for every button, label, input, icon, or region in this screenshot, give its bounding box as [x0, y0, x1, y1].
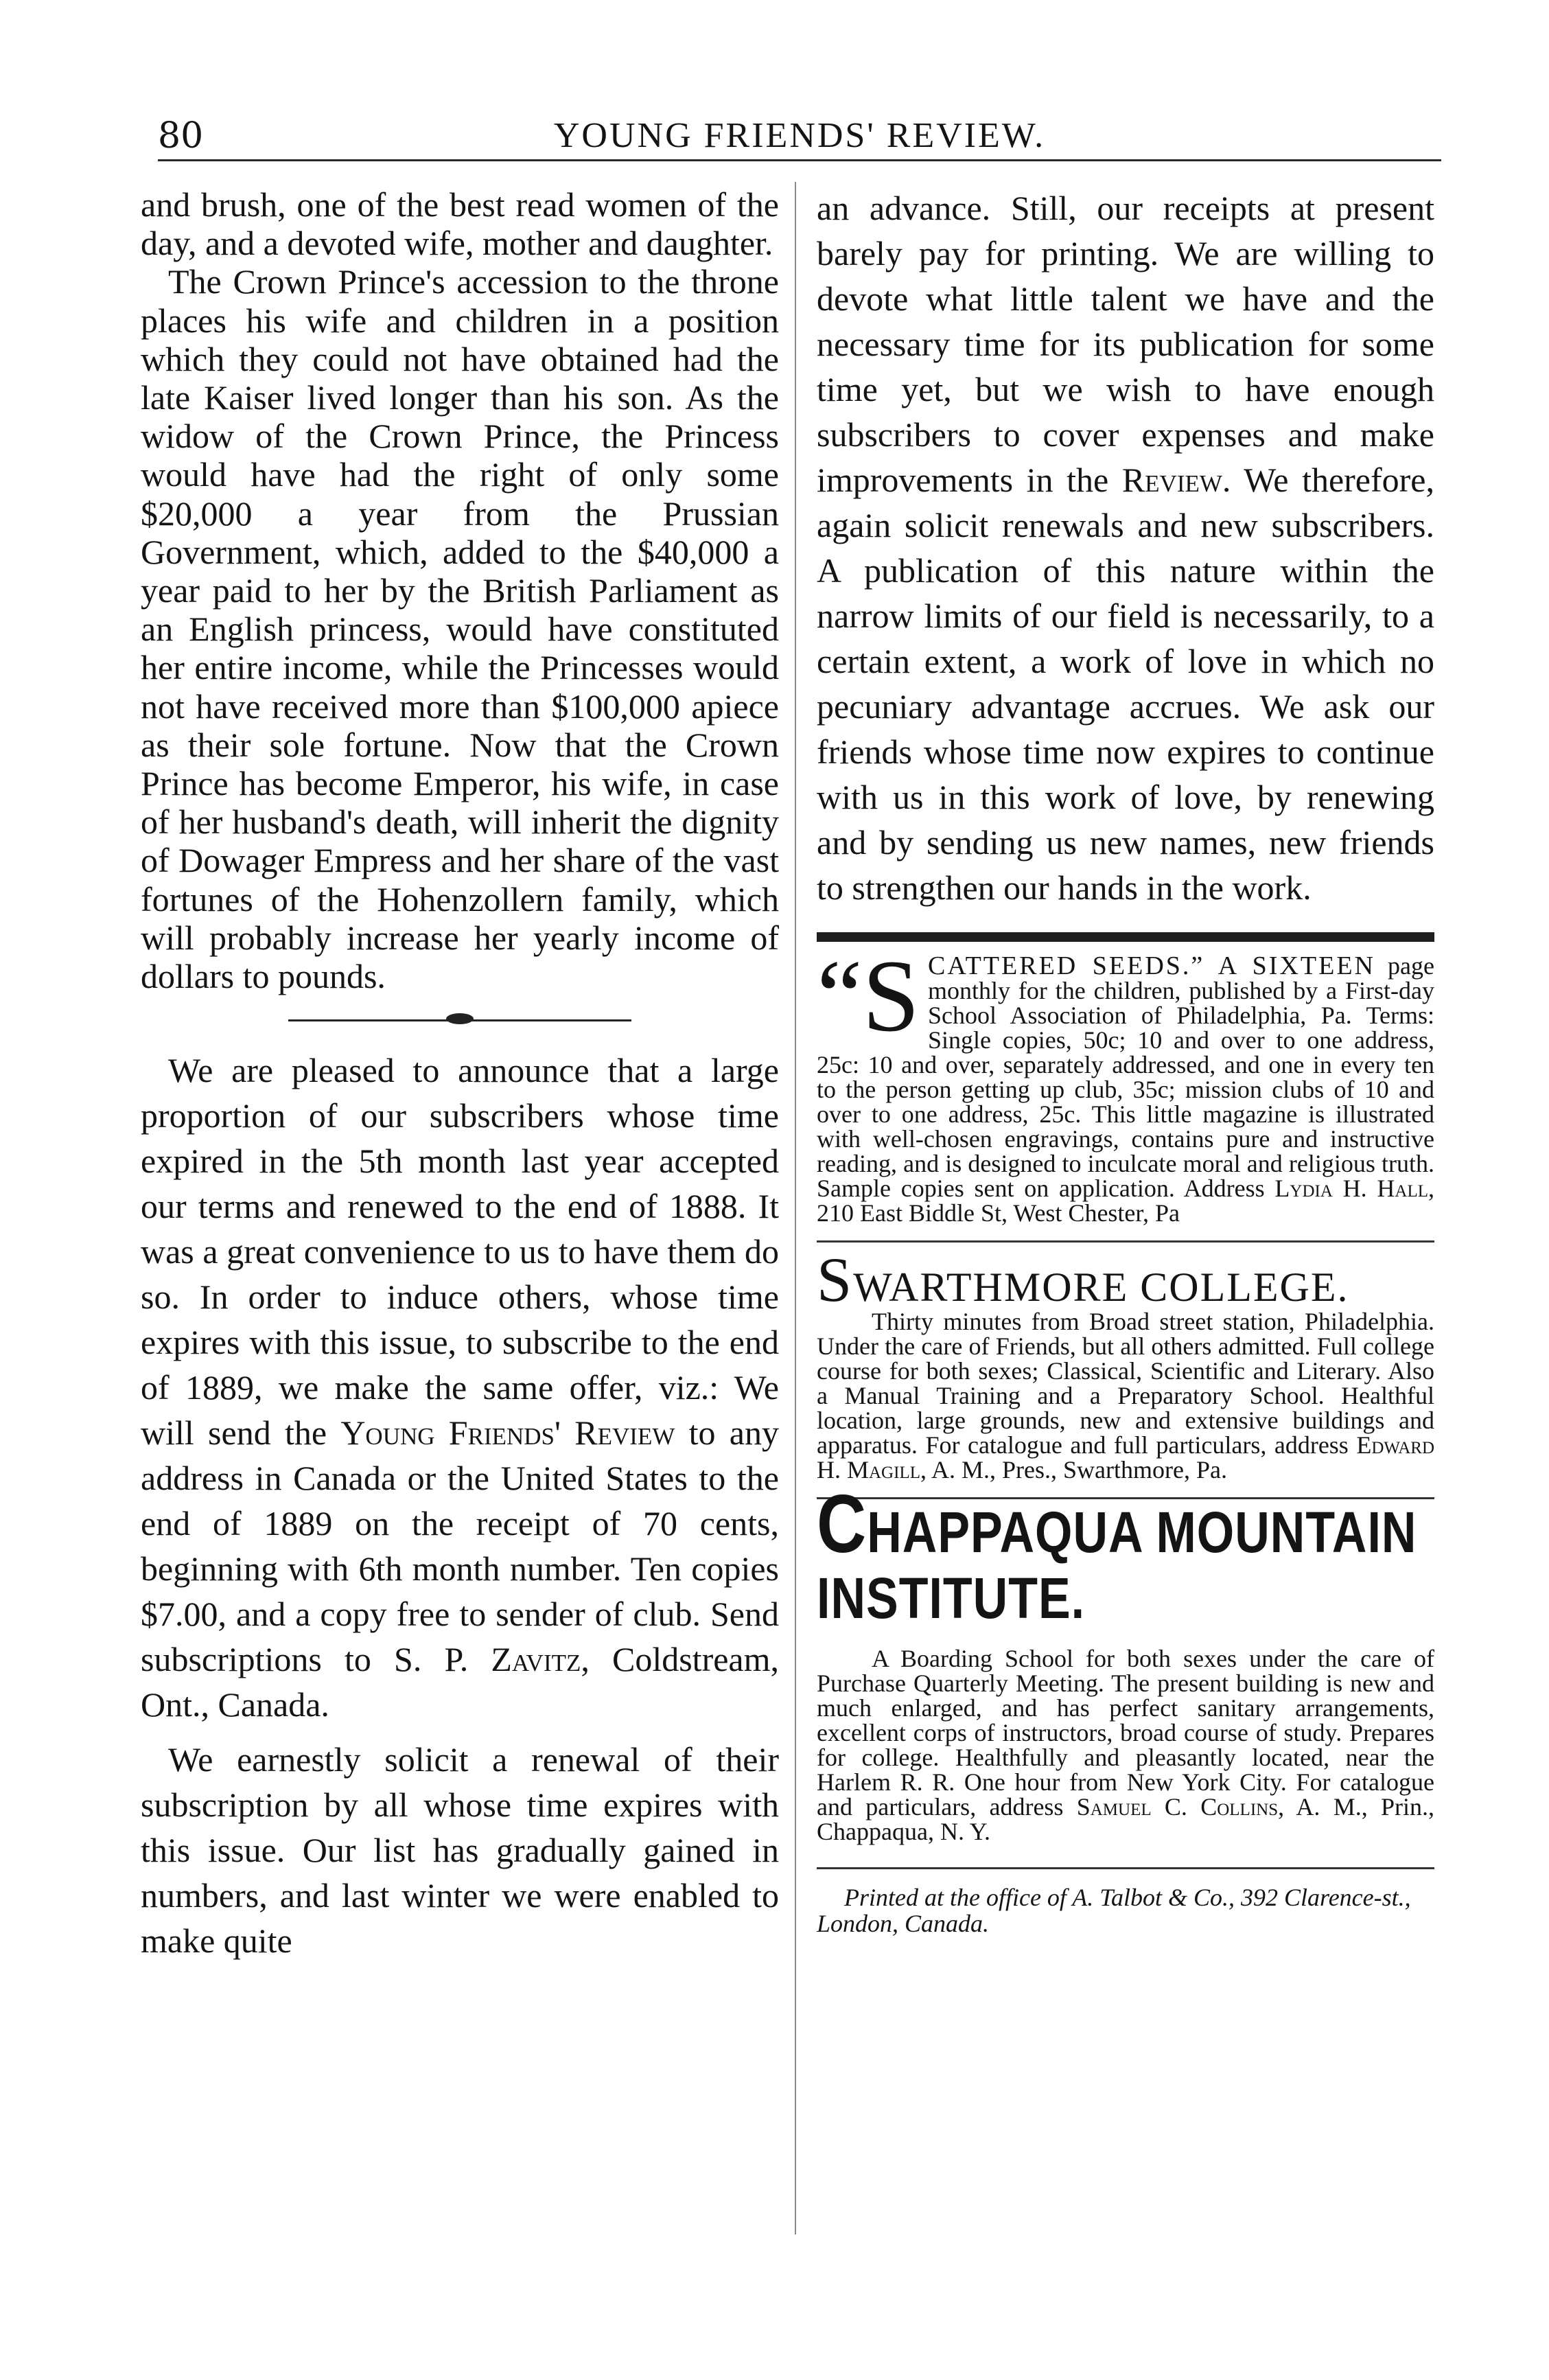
ad-body — [817, 1309, 1434, 1482]
ad-title: CATTERED SEEDS.” — [928, 951, 1205, 980]
ad-contact: Edward H. Magill — [817, 1431, 1434, 1483]
ad-title: HAPPAQUA MOUNTAIN INSTITUTE. — [817, 1500, 1417, 1630]
contact-name: Zavitz — [491, 1640, 581, 1679]
ad-heading — [817, 1245, 1434, 1315]
ad-separator — [817, 1240, 1434, 1243]
ad-body — [817, 1646, 1434, 1844]
continuation-paragraph — [817, 185, 1434, 910]
imprint-separator — [817, 1867, 1434, 1869]
announcement-text: , Coldstream, Ont., Canada. — [141, 1640, 779, 1724]
solicitation-paragraph: We earnestly solicit a renewal of their subscription by all whose time expires with this issue. Our list has gradually gained in numbers, and last winter we were enabled to make quite — [141, 1740, 779, 1961]
ad-contact: Lydia H. Hall — [1274, 1175, 1428, 1202]
publication-name: Review — [1121, 461, 1222, 499]
article-paragraph: and brush, one of the best read women of the day, and a devoted wife, mother and daughter. — [141, 185, 779, 263]
ad-title: WARTHMORE COLLEGE. — [853, 1264, 1349, 1310]
section-ornament — [288, 1013, 631, 1027]
article-paragraph: The Crown Prince's accession to the throne places his wife and children in a position which they could not have obtained had the late Kaiser lived longer than his son. As the widow of the Crown Prince, the Princess would have had the right of only some $20,000 a year from the Prussian Government, which, added to the $40,000 a year paid to her by the British Parliament as an English princess, would have constituted her entire income, while the Princesses would not have received more than $100,000 apiece as their sole fortune. Now that the Crown Prince has become Emperor, his wife, in case of her husband's death, will inherit the dignity of Dowager Empress and her share of the vast fortunes of the Hohenzollern family, which will probably increase her yearly income of dollars to pounds. — [141, 262, 779, 996]
renewal-announcement — [141, 1048, 779, 1727]
column-divider — [795, 182, 796, 2234]
ornament-dot — [446, 1013, 474, 1024]
ad-scattered-seeds — [817, 939, 1435, 1227]
publication-name: Young Friends' Review — [340, 1413, 675, 1453]
open-quote: “ — [817, 939, 863, 1053]
page-header — [158, 115, 1441, 170]
announcement-text: to any address in Canada or the United States to the end of 1889 on the receipt of 70 cents, beginning with 6th month number. Ten copies $7.00, and a copy free to sender of club. Send subscriptions to S. P. — [141, 1413, 779, 1679]
continuation-text: . We therefore, again solicit renewals and new subscribers. A publication of this nature within the narrow limits of our field is necessarily, to a certain extent, a work of love in which no pecuniary advantage accrues. We ask our friends whose time now expires to continue with us in this work of love, by renewing and by sending us new names, new friends to strengthen our hands in the work. — [817, 461, 1434, 907]
announcement-text: We are pleased to announce that a large proportion of our subscribers whose time expired in the 5th month last year accepted our terms and renewed to the end of 1888. It was a great convenience to us to have them do so. In order to induce others, whose time expires with this issue, to subscribe to the end of 1889, we make the same offer, viz.: We will send the — [141, 1051, 779, 1453]
ad-heading — [817, 1477, 1434, 1631]
ad-address: , 210 East Biddle St, West Chester, Pa — [817, 1175, 1434, 1227]
left-column — [141, 185, 779, 1963]
running-title: YOUNG FRIENDS' REVIEW. — [553, 116, 1046, 155]
ad-text: A Boarding School for both sexes under the care of Purchase Quarterly Meeting. The present building is new and much enlarged, and has perfect sanitary arrangements, excellent corps of instructors, broad course of study. Prepares for college. Healthfully and pleasantly located, near the Harlem R. R. One hour from New York City. For catalogue and particulars, address — [817, 1645, 1434, 1821]
drop-cap-letter: C — [817, 1477, 867, 1571]
ad-swarthmore-college — [817, 1245, 1434, 1483]
drop-cap-letter: S — [817, 1245, 854, 1315]
continuation-text: an advance. Still, our receipts at present barely pay for printing. We are willing to devote what little talent we have and the necessary time for its publication for some time yet, but we wish to have enough subscribers to cover expenses and make improvements in the — [817, 189, 1434, 499]
ad-title-rest: A SIXTEEN — [1204, 951, 1375, 980]
ad-text: Thirty minutes from Broad street station, Philadelphia. Under the care of Friends, but all others admitted. Full college course for both sexes; Classical, Scientific and Literary. Also a Manual Training and a Preparatory School. Healthful location, large grounds, new and extensive buildings and apparatus. For catalogue and full particulars, address — [817, 1308, 1434, 1459]
printer-imprint: Printed at the office of A. Talbot & Co., 392 Clarence-st., London, Canada. — [817, 1884, 1411, 1937]
ad-contact: Samuel C. Collins — [1076, 1793, 1279, 1821]
ad-address: , A. M., Pres., Swarthmore, Pa. — [920, 1456, 1227, 1483]
ad-chappaqua-institute — [817, 1477, 1434, 1845]
right-column — [817, 185, 1434, 1937]
ad-text: page monthly for the children, published by a First-day School Association of Philadelphia, Pa. Terms: Single copies, 50c; 10 and over to one address, 25c: 10 and over, separately addressed, and one in every ten to the person getting up club, 35c; mission clubs of 10 and over to one address, 25c. This little magazine is illustrated with well-chosen engravings, contains pure and instructive reading, and is designed to inculcate moral and religious truth. Sample copies sent on application. Address — [817, 952, 1435, 1202]
drop-cap-letter: S — [862, 939, 920, 1053]
header-rule — [158, 159, 1441, 161]
page-number: 80 — [158, 115, 204, 157]
drop-cap — [817, 939, 920, 1053]
ad-address: , A. M., Prin., Chappaqua, N. Y. — [817, 1793, 1434, 1845]
